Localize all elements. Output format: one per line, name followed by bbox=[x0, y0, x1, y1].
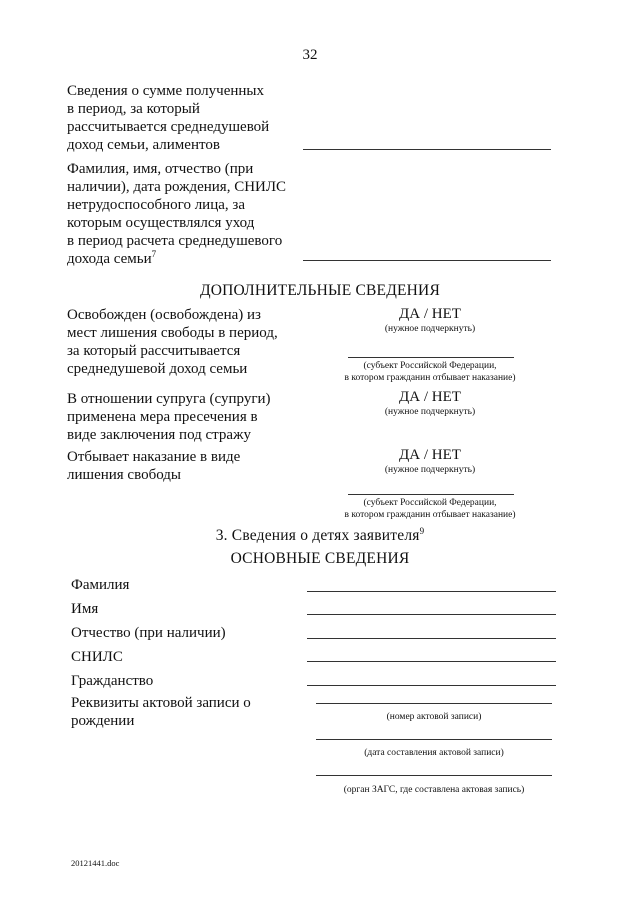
alimony-field[interactable] bbox=[303, 149, 551, 150]
released-region-hint: (субъект Российской Федерации, в котором гражданин отбывает наказание) bbox=[344, 361, 516, 383]
record-date-hint: (дата составления актовой записи) bbox=[364, 748, 504, 758]
child-patronymic-field[interactable] bbox=[307, 638, 556, 639]
child-name-field[interactable] bbox=[307, 614, 556, 615]
zags-field[interactable] bbox=[316, 775, 552, 776]
alimony-label: Сведения о сумме полученных в период, за который рассчитывается среднедушевой доход семьи, алиментов bbox=[67, 83, 270, 153]
zags-hint: (орган ЗАГС, где составлена актовая запись) bbox=[343, 785, 525, 795]
spouse-choice-hint: (нужное подчеркнуть) bbox=[384, 407, 476, 417]
page-number: 32 bbox=[302, 47, 318, 63]
released-choice[interactable]: ДА / НЕТ bbox=[399, 306, 461, 322]
serving-region-hint: (субъект Российской Федерации, в котором гражданин отбывает наказание) bbox=[344, 498, 516, 520]
child-snils-field[interactable] bbox=[307, 661, 556, 662]
children-section-title: 3. Сведения о детях заявителя$^9$ bbox=[215, 525, 425, 544]
released-choice-hint: (нужное подчеркнуть) bbox=[384, 324, 476, 334]
spouse-choice[interactable]: ДА / НЕТ bbox=[399, 389, 461, 405]
children-subheading: ОСНОВНЫЕ СВЕДЕНИЯ bbox=[230, 550, 410, 567]
record-number-hint: (номер актовой записи) bbox=[386, 712, 482, 722]
child-citizenship-field[interactable] bbox=[307, 685, 556, 686]
footnote-7: 7 bbox=[151, 249, 157, 259]
spouse-detained-label: В отношении супруга (супруги) применена мера пресечения в виде заключения под стражу bbox=[67, 391, 271, 443]
child-patronymic-label: Отчество (при наличии) bbox=[71, 625, 226, 641]
released-region-field[interactable] bbox=[348, 357, 514, 358]
footnote-9: 9 bbox=[419, 525, 425, 536]
child-name-label: Имя bbox=[71, 601, 99, 617]
serving-region-field[interactable] bbox=[348, 494, 514, 495]
released-label: Освобожден (освобождена) из мест лишения свободы в период, за который рассчитывается среднедушевой доход семьи bbox=[67, 307, 278, 377]
serving-choice[interactable]: ДА / НЕТ bbox=[399, 447, 461, 463]
child-snils-label: СНИЛС bbox=[71, 649, 123, 665]
serving-sentence-label: Отбывает наказание в виде лишения свободы bbox=[67, 449, 241, 483]
footer-filename: 20121441.doc bbox=[71, 858, 120, 868]
record-number-field[interactable] bbox=[316, 703, 552, 704]
record-date-field[interactable] bbox=[316, 739, 552, 740]
serving-choice-hint: (нужное подчеркнуть) bbox=[384, 465, 476, 475]
child-surname-field[interactable] bbox=[307, 591, 556, 592]
disabled-person-label: Фамилия, имя, отчество (при наличии), дата рождения, СНИЛС нетрудоспособного лица, за которым осуществлялся уход в период расчета среднедушевого дохода семьи$^7$ bbox=[67, 161, 287, 267]
disabled-person-field[interactable] bbox=[303, 260, 551, 261]
birth-record-label: Реквизиты актовой записи о рождении bbox=[71, 695, 251, 729]
child-surname-label: Фамилия bbox=[71, 577, 130, 593]
additional-heading: ДОПОЛНИТЕЛЬНЫЕ СВЕДЕНИЯ bbox=[200, 282, 440, 299]
child-citizenship-label: Гражданство bbox=[71, 673, 154, 689]
